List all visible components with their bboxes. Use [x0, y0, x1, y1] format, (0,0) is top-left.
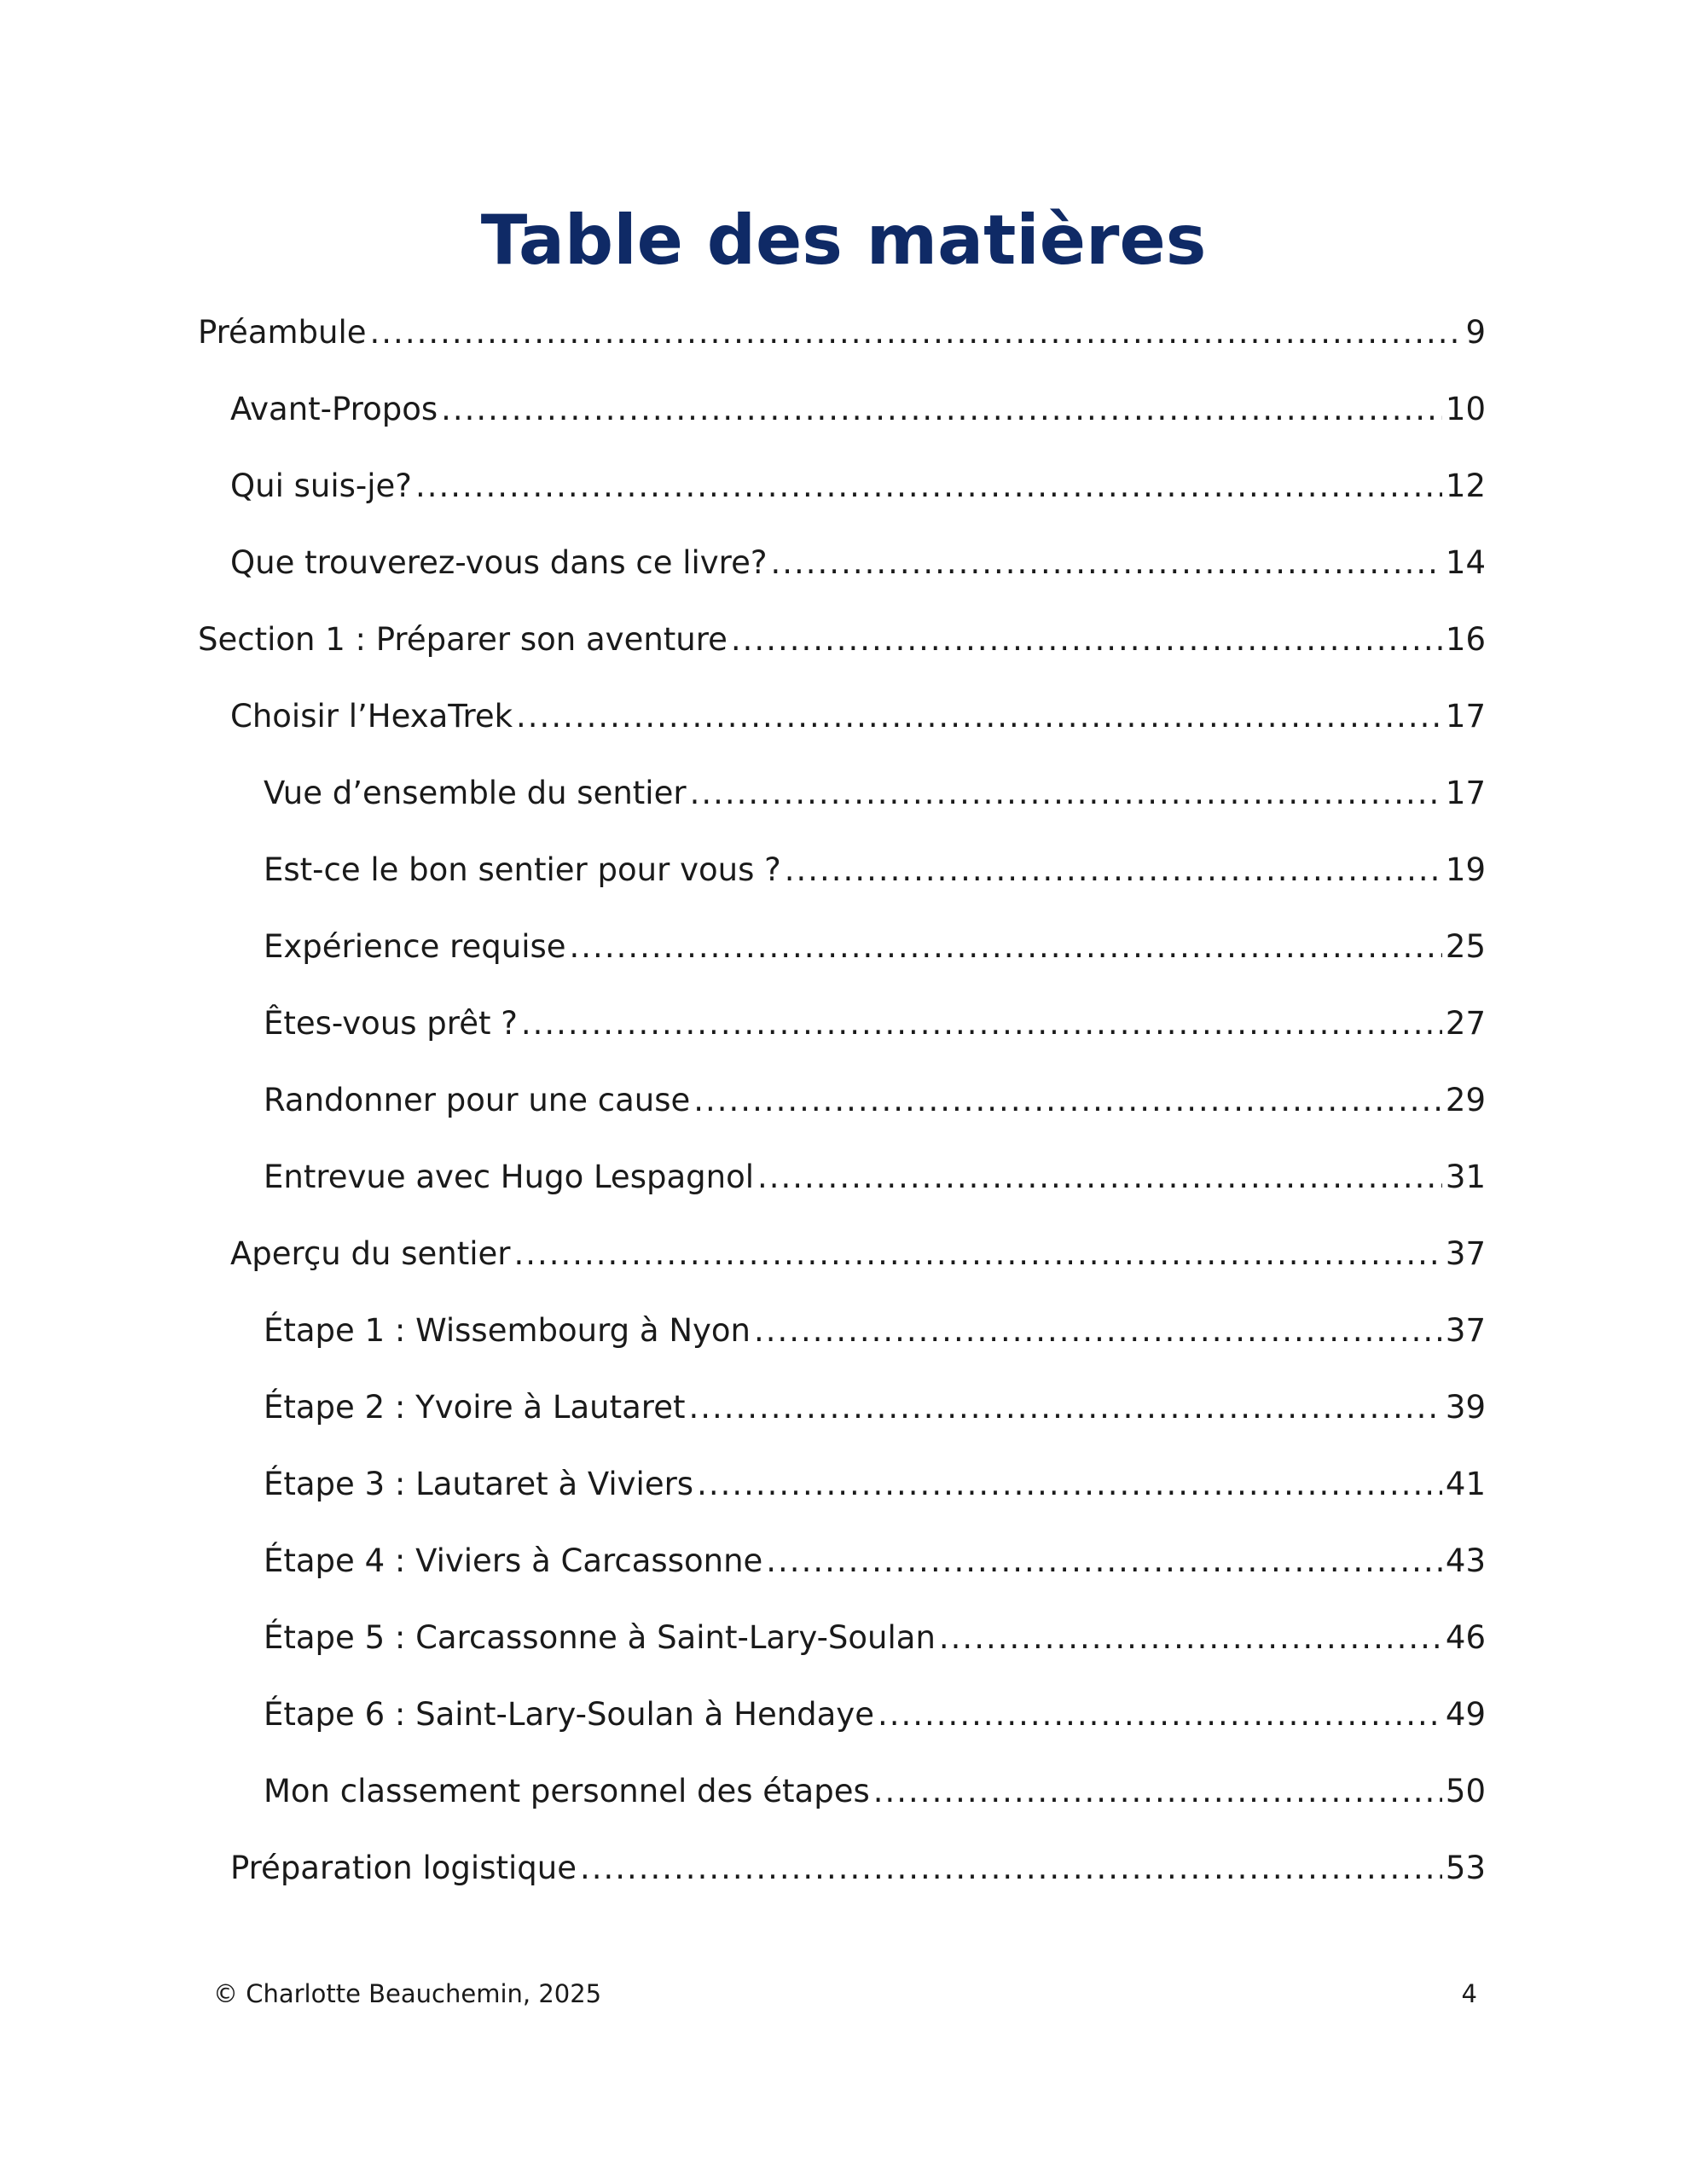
toc-entry[interactable] [0, 1446, 1687, 1523]
toc-entry[interactable] [0, 985, 1687, 1062]
toc-entry[interactable] [0, 1292, 1687, 1369]
toc-entry-page: 17 [1445, 698, 1486, 735]
toc-entry[interactable] [0, 525, 1687, 601]
dot-leader [785, 832, 1442, 909]
toc-entry-title: Préparation logistique [230, 1850, 577, 1886]
toc-entry[interactable] [0, 832, 1687, 909]
dot-leader [570, 909, 1442, 985]
toc-entry[interactable] [0, 1676, 1687, 1753]
toc-entry-page: 14 [1445, 544, 1486, 581]
toc-entry-title: Étape 6 : Saint-Lary-Soulan à Hendaye [264, 1696, 874, 1733]
page-title: Table des matières [480, 200, 1207, 280]
dot-leader [688, 1369, 1441, 1446]
toc-entry[interactable] [0, 1139, 1687, 1216]
toc-entry[interactable] [0, 294, 1687, 371]
toc-entry-page: 37 [1445, 1235, 1486, 1272]
toc-entry[interactable] [0, 909, 1687, 985]
toc-entry[interactable] [0, 371, 1687, 448]
dot-leader [370, 294, 1463, 371]
toc-entry-page: 31 [1445, 1159, 1486, 1195]
toc-entry-page: 19 [1445, 851, 1486, 888]
dot-leader [873, 1753, 1442, 1830]
toc-entry-page: 37 [1445, 1312, 1486, 1349]
toc-entry-page: 10 [1445, 391, 1486, 427]
toc-entry-title: Étape 3 : Lautaret à Viviers [264, 1466, 694, 1502]
toc-entry-page: 41 [1445, 1466, 1486, 1502]
toc-entry-page: 25 [1445, 928, 1486, 965]
toc-entry-page: 9 [1465, 314, 1486, 351]
dot-leader [757, 1139, 1442, 1216]
dot-leader [754, 1292, 1442, 1369]
dot-leader [693, 1062, 1442, 1139]
dot-leader [690, 755, 1442, 832]
toc-entry-title: Vue d’ensemble du sentier [264, 775, 687, 811]
dot-leader [731, 601, 1442, 678]
toc-entry[interactable] [0, 1830, 1687, 1907]
toc-entry-title: Qui suis-je? [230, 468, 412, 504]
dot-leader [771, 525, 1442, 601]
dot-leader [521, 985, 1442, 1062]
dot-leader [766, 1523, 1442, 1600]
page-footer [0, 1972, 1687, 2015]
toc-entry-title: Étape 1 : Wissembourg à Nyon [264, 1312, 751, 1349]
toc-entry-page: 29 [1445, 1082, 1486, 1118]
dot-leader [513, 1216, 1441, 1292]
toc-entry[interactable] [0, 678, 1687, 755]
toc-entry-title: Mon classement personnel des étapes [264, 1773, 870, 1809]
toc-entry-page: 46 [1445, 1619, 1486, 1656]
toc-entry[interactable] [0, 755, 1687, 832]
footer-page-number: 4 [1461, 1979, 1477, 2008]
toc-entry-title: Avant-Propos [230, 391, 438, 427]
table-of-contents [0, 294, 1687, 1907]
toc-entry[interactable] [0, 1523, 1687, 1600]
toc-entry[interactable] [0, 1216, 1687, 1292]
toc-entry-title: Étape 5 : Carcassonne à Saint-Lary-Soulan [264, 1619, 936, 1656]
toc-entry-page: 43 [1445, 1542, 1486, 1579]
toc-entry[interactable] [0, 1600, 1687, 1676]
toc-entry-page: 49 [1445, 1696, 1486, 1733]
dot-leader [415, 448, 1442, 525]
toc-entry-page: 50 [1445, 1773, 1486, 1809]
toc-entry-title: Entrevue avec Hugo Lespagnol [264, 1159, 754, 1195]
toc-entry-title: Expérience requise [264, 928, 566, 965]
dot-leader [441, 371, 1442, 448]
dot-leader [697, 1446, 1442, 1523]
footer-copyright: © Charlotte Beauchemin, 2025 [213, 1979, 602, 2008]
toc-entry-page: 12 [1445, 468, 1486, 504]
toc-entry-title: Est-ce le bon sentier pour vous ? [264, 851, 781, 888]
toc-entry-title: Préambule [198, 314, 367, 351]
toc-entry[interactable] [0, 448, 1687, 525]
dot-leader [878, 1676, 1442, 1753]
dot-leader [939, 1600, 1442, 1676]
toc-entry-page: 17 [1445, 775, 1486, 811]
toc-entry[interactable] [0, 1369, 1687, 1446]
toc-entry-title: Êtes-vous prêt ? [264, 1005, 518, 1042]
toc-entry-title: Que trouverez-vous dans ce livre? [230, 544, 768, 581]
toc-entry[interactable] [0, 601, 1687, 678]
dot-leader [580, 1830, 1442, 1907]
toc-entry-title: Étape 4 : Viviers à Carcassonne [264, 1542, 763, 1579]
toc-entry-title: Section 1 : Préparer son aventure [198, 621, 728, 658]
toc-entry-title: Randonner pour une cause [264, 1082, 691, 1118]
toc-entry-title: Choisir l’HexaTrek [230, 698, 513, 735]
toc-entry-title: Aperçu du sentier [230, 1235, 511, 1272]
toc-entry[interactable] [0, 1753, 1687, 1830]
toc-entry-page: 53 [1445, 1850, 1486, 1886]
toc-entry-page: 27 [1445, 1005, 1486, 1042]
toc-entry-title: Étape 2 : Yvoire à Lautaret [264, 1389, 686, 1426]
toc-entry-page: 16 [1445, 621, 1486, 658]
toc-entry-page: 39 [1445, 1389, 1486, 1426]
toc-entry[interactable] [0, 1062, 1687, 1139]
dot-leader [516, 678, 1442, 755]
